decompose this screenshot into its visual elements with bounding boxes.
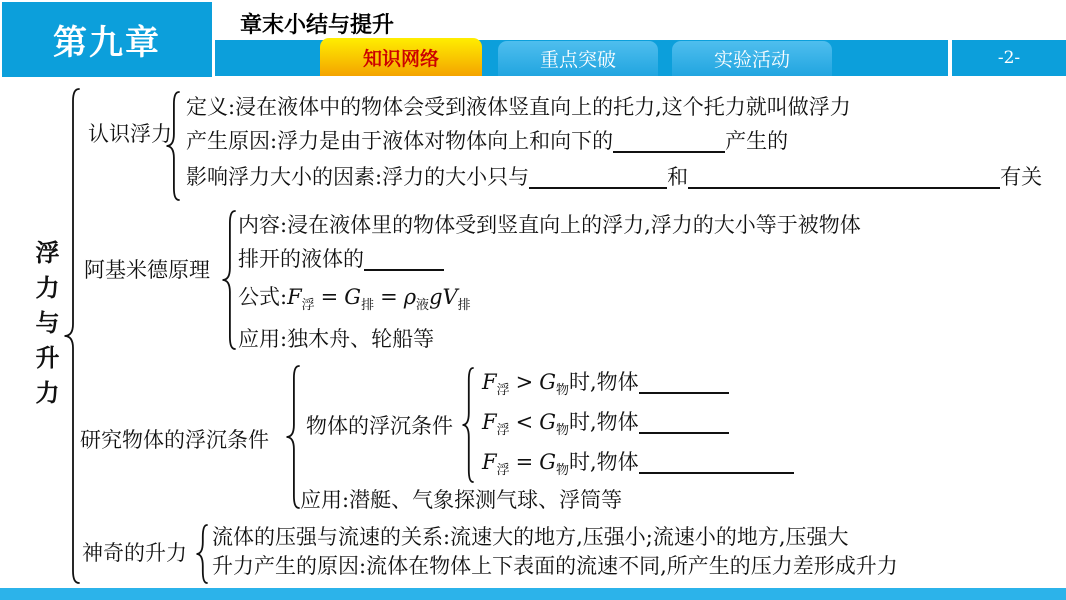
root-node-label: 浮力与升力	[31, 240, 60, 415]
definition-line: 定义:浸在液体中的物体会受到液体竖直向上的托力,这个托力就叫做浮力	[186, 95, 851, 119]
fill-blank	[639, 450, 794, 474]
tab-experiment-activity[interactable]	[672, 41, 832, 76]
factors-line: 影响浮力大小的因素:浮力的大小只与 和 有关	[186, 165, 1043, 189]
fill-blank	[613, 129, 725, 153]
condition-row-less: $F_浮 < G_物$时,物体	[482, 409, 729, 436]
root-brace	[62, 87, 82, 589]
page-title: 章末小结与提升	[240, 12, 395, 37]
section1-brace	[164, 90, 182, 206]
tab-knowledge-network[interactable]	[320, 38, 482, 76]
section-label-shenqi-shengli: 神奇的升力	[82, 541, 187, 565]
section-label-archimedes: 阿基米德原理	[84, 258, 210, 282]
page-number-badge	[952, 40, 1066, 76]
lift-cause-line: 升力产生的原因:流体在物体上下表面的流速不同,所产生的压力差形成升力	[212, 554, 898, 578]
section-label-fuchen-tiaojian: 研究物体的浮沉条件	[80, 428, 269, 452]
cause-line: 产生原因:浮力是由于液体对物体向上和向下的 产生的	[186, 129, 789, 153]
section3-inner-brace	[460, 366, 476, 488]
section-label-renshi-fuli: 认识浮力	[88, 122, 172, 146]
tab-label: 重点突破	[539, 50, 616, 71]
section4-brace	[194, 523, 210, 589]
fill-blank	[364, 247, 444, 271]
chapter-box	[2, 2, 212, 77]
tab-label: 知识网络	[362, 48, 439, 70]
fill-blank	[529, 165, 667, 189]
fill-blank	[639, 410, 729, 434]
footer-bar	[0, 588, 1066, 600]
fill-blank	[639, 370, 729, 394]
fill-blank	[688, 165, 1000, 189]
tab-label: 实验活动	[713, 50, 790, 71]
content-line-1: 内容:浸在液体里的物体受到竖直向上的浮力,浮力的大小等于被物体	[238, 213, 861, 237]
sub-node-float-sink-conditions: 物体的浮沉条件	[306, 414, 453, 438]
condition-row-greater: $F_浮 > G_物$时,物体	[482, 369, 729, 396]
application-line: 应用:独木舟、轮船等	[238, 327, 435, 351]
chapter-label: 第九章	[53, 24, 161, 62]
fluid-pressure-line: 流体的压强与流速的关系:流速大的地方,压强小;流速小的地方,压强大	[212, 525, 849, 549]
formula-line: 公式$:F_浮 = G_排 = \rho_液gV_排$	[238, 285, 471, 314]
tab-key-breakthrough[interactable]	[498, 41, 658, 76]
condition-row-equal: $F_浮 = G_物$时,物体	[482, 449, 794, 476]
application-line-2: 应用:潜艇、气象探测气球、浮筒等	[300, 488, 623, 512]
page-number: -2-	[997, 48, 1021, 68]
section2-brace	[220, 209, 238, 355]
content-line-2: 排开的液体的	[238, 246, 444, 273]
